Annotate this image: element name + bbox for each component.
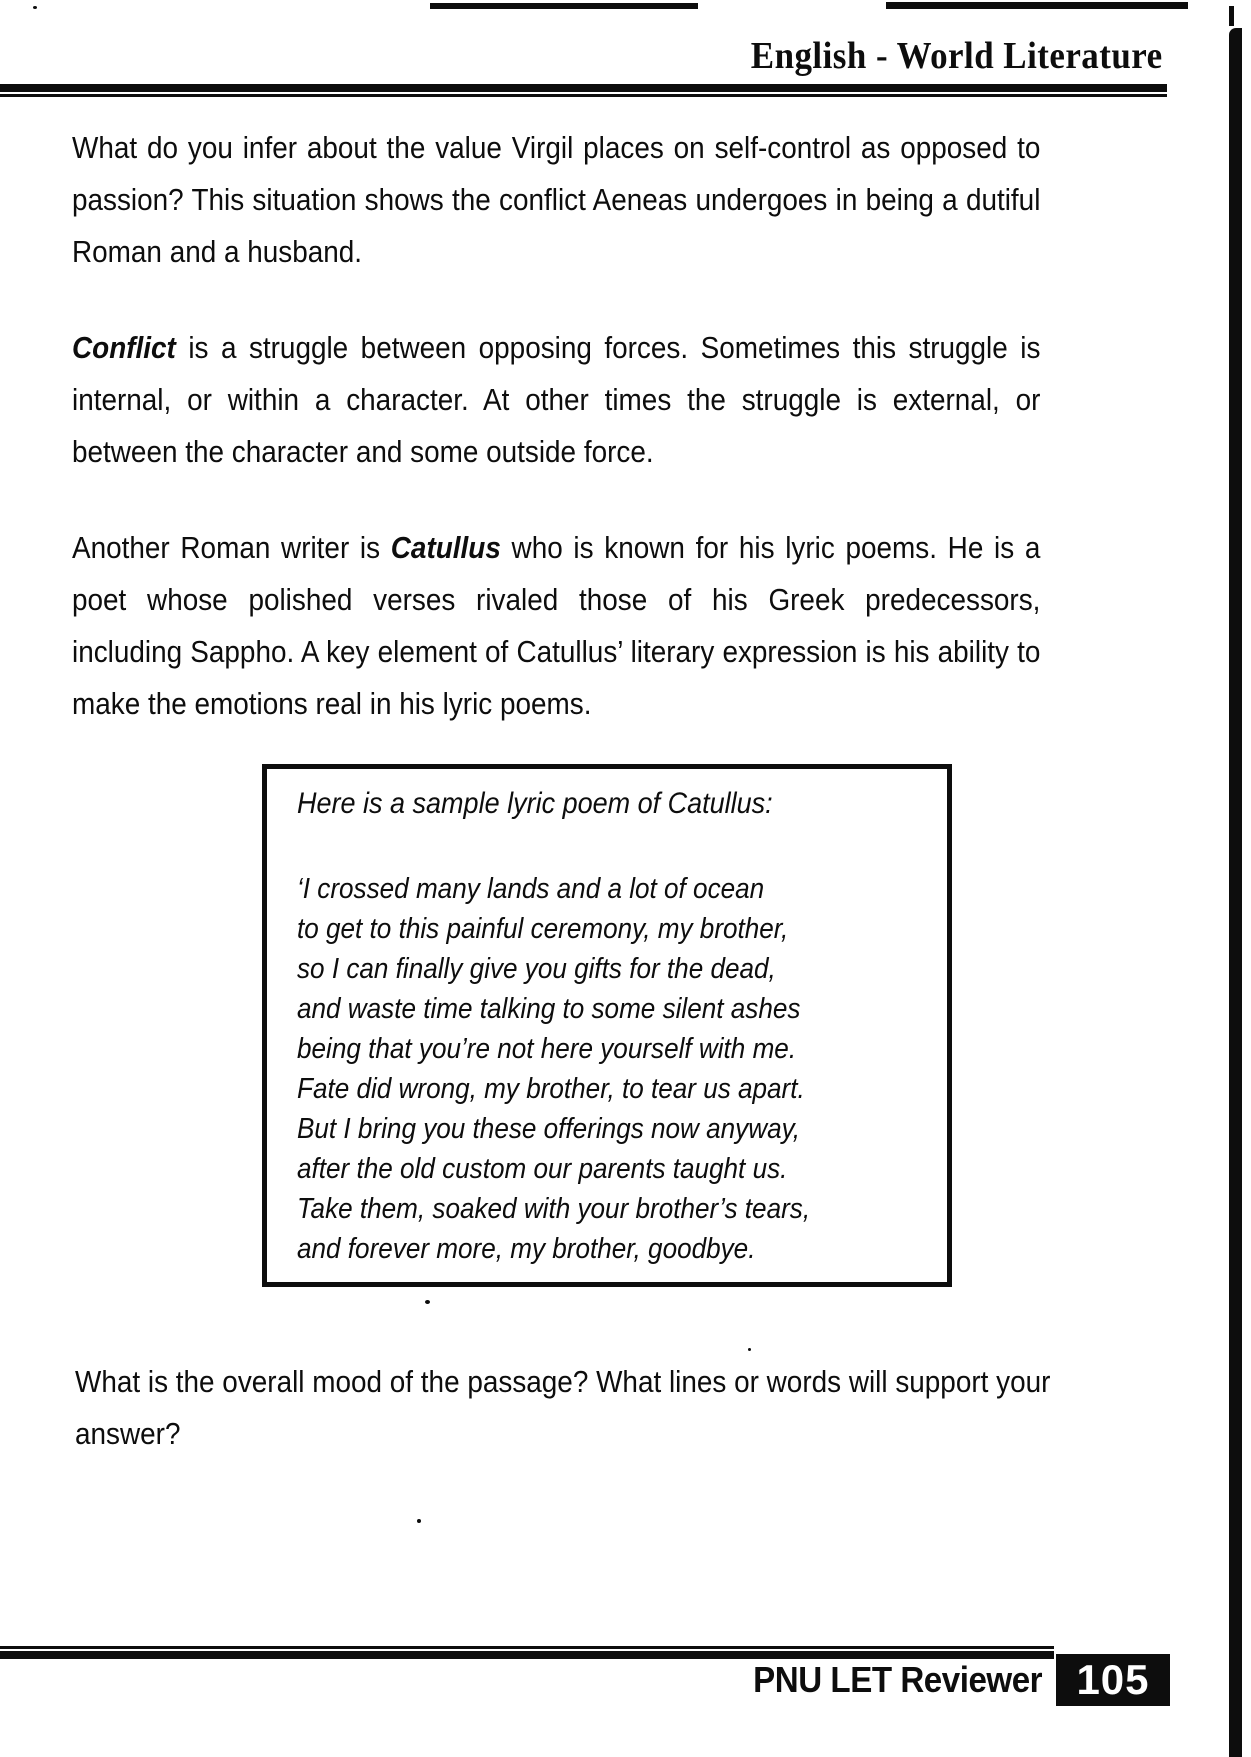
paragraph (72, 522, 1040, 730)
poem-line: and forever more, my brother, goodbye. (297, 1233, 756, 1265)
poem-line: ‘I crossed many lands and a lot of ocean (297, 873, 765, 905)
poem-line: Fate did wrong, my brother, to tear us apart. (297, 1073, 805, 1105)
footer-label: PNU LET Reviewer (753, 1659, 1042, 1700)
scan-artifact-tick (1229, 6, 1234, 26)
poem-box-content (297, 785, 927, 1269)
poem-line: and waste time talking to some silent ashes (297, 993, 801, 1025)
scan-artifact-top-line (430, 3, 698, 9)
scan-speck (425, 1300, 430, 1304)
scan-speck (417, 1519, 421, 1523)
scan-artifact-page-edge (1229, 28, 1242, 1757)
paragraph-text: What do you infer about the value Virgil places on self-control as opposed to passion? This situation shows the conflict Aeneas undergoes in being a dutiful Roman and a husband. (72, 130, 1041, 269)
paragraph (72, 322, 1040, 478)
paragraph (72, 122, 1040, 278)
question-paragraph: What is the overall mood of the passage? What lines or words will support your answer? (75, 1364, 1051, 1451)
paragraph-text: Another Roman writer is (72, 530, 391, 565)
scan-speck (748, 1348, 751, 1351)
page-header-title: English - World Literature (751, 35, 1163, 77)
body-paragraphs (72, 122, 1040, 774)
paragraph-text: who is known for his lyric poems. He is a poet whose polished verses rivaled those of his Greek predecessors, including Sappho. A key element of Catullus’ literary expression is his ability to make the emotions real in his lyric poems. (72, 530, 1041, 721)
poem-line: so I can finally give you gifts for the dead, (297, 953, 776, 985)
scan-speck (33, 6, 37, 9)
poem-line: Take them, soaked with your brother’s tears, (297, 1193, 811, 1225)
poem-line: But I bring you these offerings now anyway, (297, 1113, 800, 1145)
poem-box (262, 764, 952, 1287)
emphasized-term: Conflict (72, 330, 176, 365)
footer-rule (0, 1646, 1054, 1649)
page-number-badge: 105 (1056, 1654, 1170, 1706)
poem-intro: Here is a sample lyric poem of Catullus: (297, 787, 773, 820)
poem-line: to get to this painful ceremony, my brother, (297, 913, 789, 945)
emphasized-term: Catullus (390, 530, 501, 565)
scan-artifact-top-line (886, 2, 1188, 9)
header-rule (0, 84, 1167, 92)
poem-line: after the old custom our parents taught us. (297, 1153, 788, 1185)
poem-line: being that you’re not here yourself with me. (297, 1033, 797, 1065)
poem-body (297, 869, 927, 1269)
page-footer (728, 1654, 1170, 1706)
paragraph-text: is a struggle between opposing forces. Sometimes this struggle is internal, or within a character. At other times the struggle is external, or between the character and some outside force. (72, 330, 1041, 469)
